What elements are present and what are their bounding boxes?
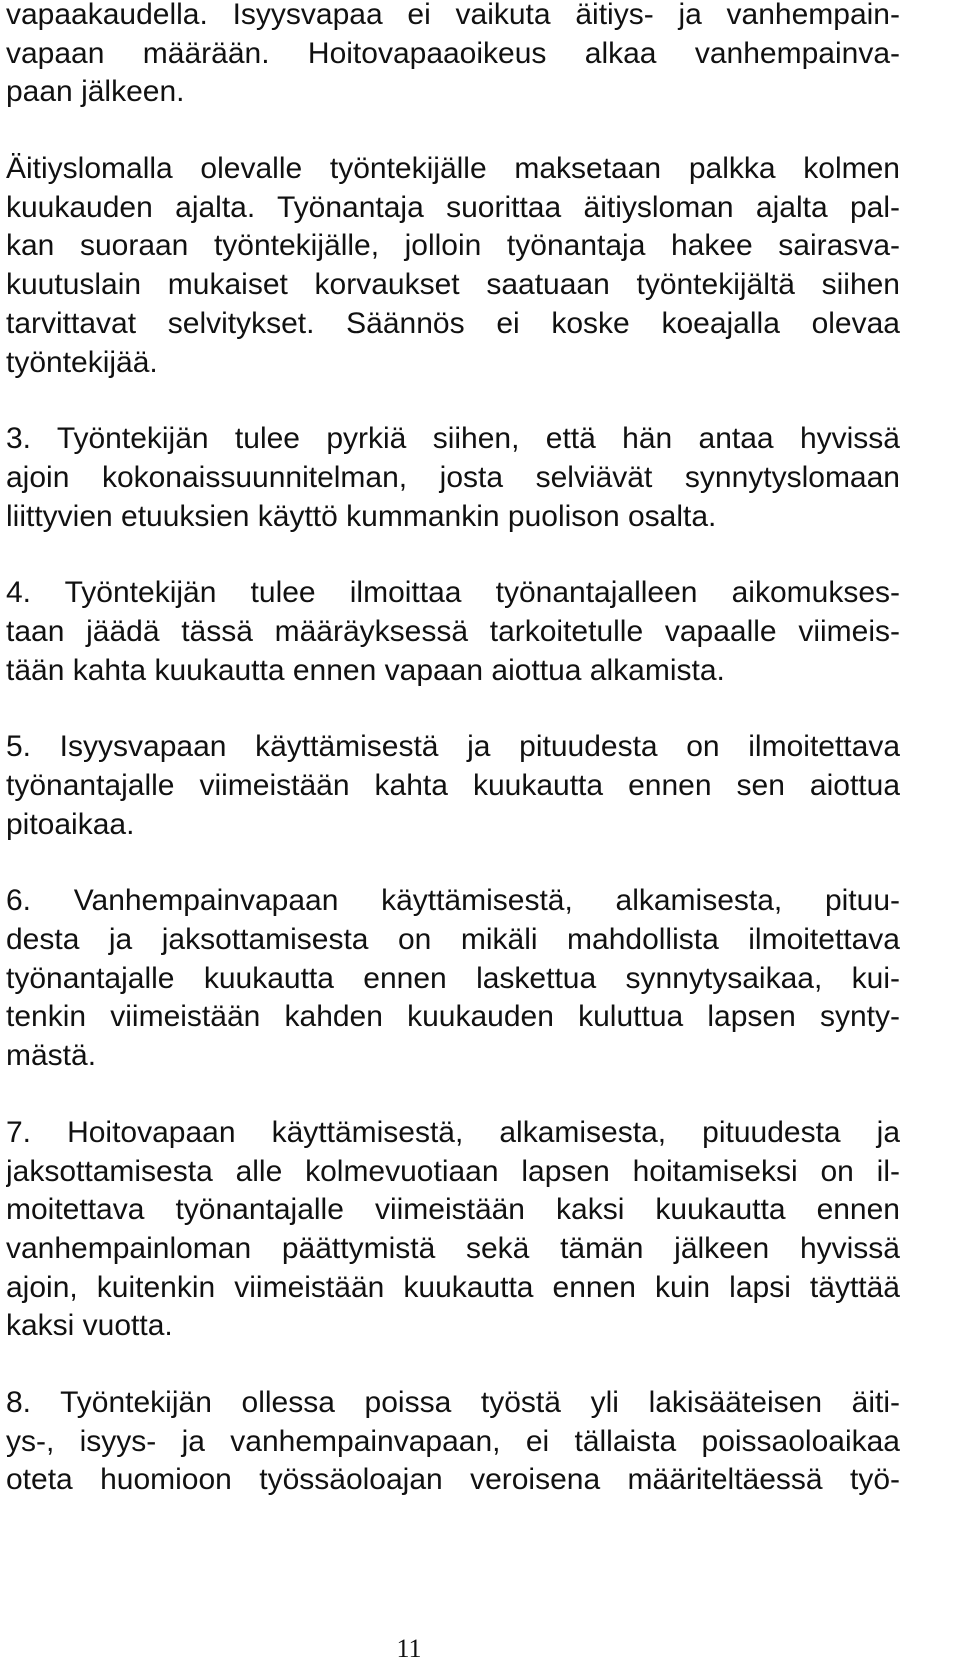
text-line: oteta huomioon työssäoloajan veroisena määriteltäessä työ- xyxy=(6,1463,900,1497)
text-line: tään kahta kuukautta ennen vapaan aiottua alkamista. xyxy=(6,653,725,687)
text-line: 6. Vanhempainvapaan käyttämisestä, alkamisesta, pituu- xyxy=(6,884,900,918)
text-line: liittyvien etuuksien käyttö kummankin puolison osalta. xyxy=(6,499,717,533)
text-line: taan jäädä tässä määräyksessä tarkoitetulle vapaalle viimeis- xyxy=(6,614,900,648)
paragraph xyxy=(6,150,900,382)
paragraph xyxy=(6,420,900,536)
text-line: 7. Hoitovapaan käyttämisestä, alkamisesta, pituudesta ja xyxy=(6,1115,900,1149)
text-line: ajoin, kuitenkin viimeistään kuukautta ennen kuin lapsi täyttää xyxy=(6,1270,900,1304)
text-line: 3. Työntekijän tulee pyrkiä siihen, että hän antaa hyvissä xyxy=(6,422,900,456)
text-line: vapaakaudella. Isyysvapaa ei vaikuta äitiys- ja vanhempain- xyxy=(6,0,900,31)
text-line: ys-, isyys- ja vanhempainvapaan, ei tällaista poissaoloaikaa xyxy=(6,1424,900,1458)
text-line: kuutuslain mukaiset korvaukset saatuaan työntekijältä siihen xyxy=(6,268,900,302)
text-line: moitettava työnantajalle viimeistään kaksi kuukautta ennen xyxy=(6,1193,900,1227)
text-line: 5. Isyysvapaan käyttämisestä ja pituudesta on ilmoitettava xyxy=(6,730,900,764)
text-line: kuukauden ajalta. Työnantaja suorittaa äitiysloman ajalta pal- xyxy=(6,190,900,224)
text-line: desta ja jaksottamisesta on mikäli mahdollista ilmoitettava xyxy=(6,923,900,957)
paragraph xyxy=(6,882,900,1075)
text-line: vanhempainloman päättymistä sekä tämän jälkeen hyvissä xyxy=(6,1231,900,1265)
text-line: mästä. xyxy=(6,1039,97,1073)
paragraph xyxy=(6,728,900,844)
text-line: 8. Työntekijän ollessa poissa työstä yli lakisääteisen äiti- xyxy=(6,1385,900,1419)
page-number: 11 xyxy=(396,1634,422,1663)
text-line: työnantajalle viimeistään kahta kuukautta ennen sen aiottua xyxy=(6,769,900,802)
text-line: tenkin viimeistään kahden kuukauden kuluttua lapsen synty- xyxy=(6,1000,900,1034)
text-line: paan jälkeen. xyxy=(6,75,185,109)
text-line: vapaan määrään. Hoitovapaaoikeus alkaa vanhempainva- xyxy=(6,36,900,70)
text-line: työnantajalle kuukautta ennen laskettua synnytysaikaa, kui- xyxy=(6,961,900,995)
text-line: työntekijää. xyxy=(6,345,158,379)
text-line: ajoin kokonaissuunnitelman, josta selviävät synnytyslomaan xyxy=(6,460,900,494)
text-line: tarvittavat selvitykset. Säännös ei koske koeajalla olevaa xyxy=(6,306,900,340)
paragraph xyxy=(6,1384,900,1500)
text-line: pitoaikaa. xyxy=(6,807,135,841)
text-line: kaksi vuotta. xyxy=(6,1309,173,1343)
document-body xyxy=(6,0,900,1500)
text-line: jaksottamisesta alle kolmevuotiaan lapsen hoitamiseksi on il- xyxy=(6,1154,900,1188)
paragraph xyxy=(6,0,900,112)
paragraph xyxy=(6,574,900,690)
paragraph xyxy=(6,1114,900,1346)
text-line: 4. Työntekijän tulee ilmoittaa työnantajalleen aikomukses- xyxy=(6,576,900,610)
text-line: Äitiyslomalla olevalle työntekijälle maksetaan palkka kolmen xyxy=(6,152,900,186)
text-line: kan suoraan työntekijälle, jolloin työnantaja hakee sairasva- xyxy=(6,229,900,263)
